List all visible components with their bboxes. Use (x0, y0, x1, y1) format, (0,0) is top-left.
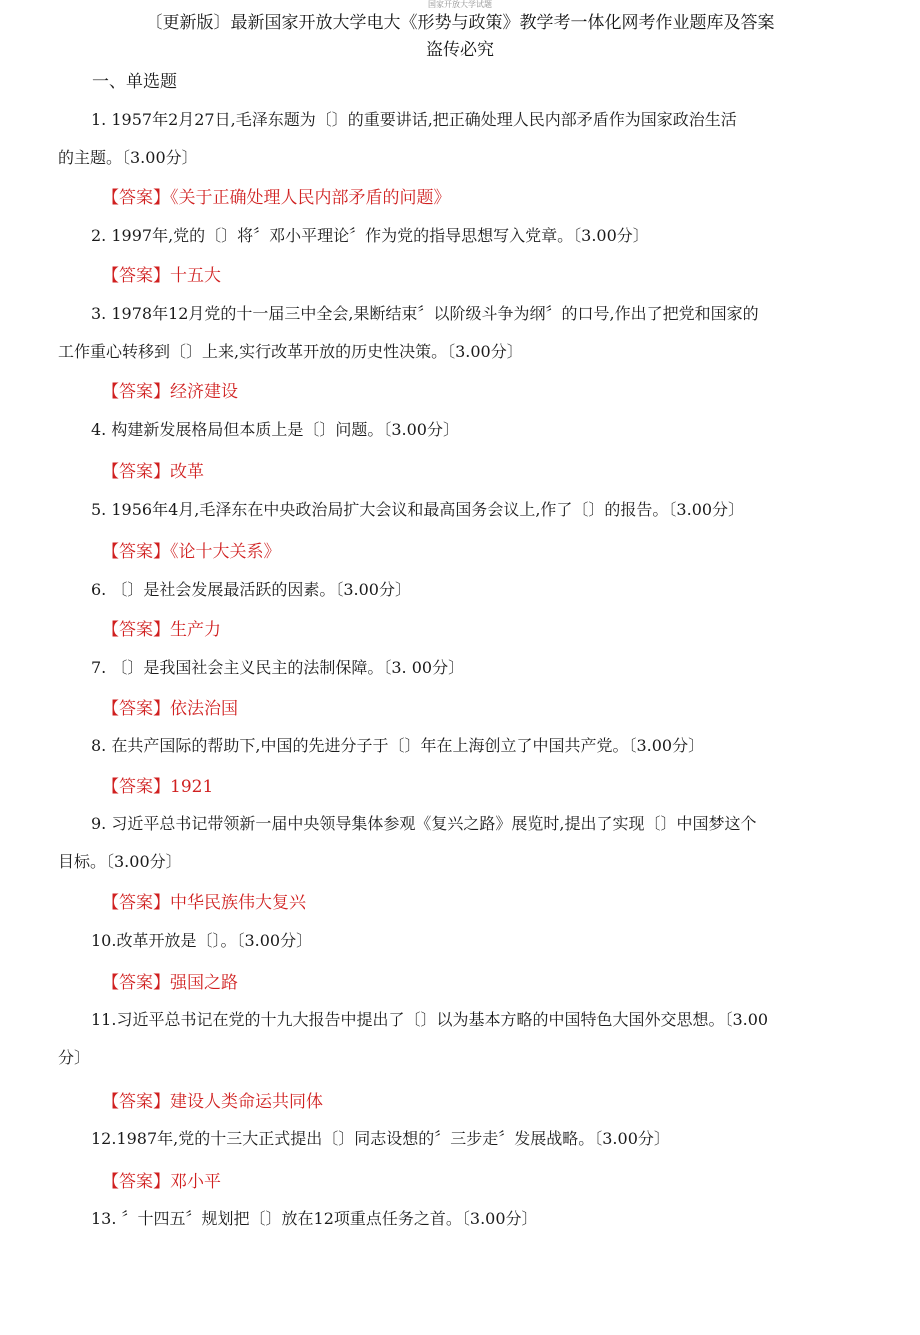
answer-8: 【答案】1921 (102, 777, 214, 797)
answer-2: 【答案】十五大 (102, 266, 221, 286)
question-line: 3. 1978年12月党的十一届三中全会,果断结束〞以阶级斗争为纲〞的口号,作出了把党和国家的 (91, 304, 759, 323)
question-line: 2. 1997年,党的〔〕将〞邓小平理论〞作为党的指导思想写入党章。〔3.00分〕 (91, 226, 649, 245)
answer-11: 【答案】建设人类命运共同体 (102, 1092, 323, 1112)
answer-3: 【答案】经济建设 (102, 382, 238, 402)
question-line: 5. 1956年4月,毛泽东在中央政治局扩大会议和最高国务会议上,作了〔〕的报告。〔3.00分〕 (91, 500, 745, 519)
answer-7: 【答案】依法治国 (102, 699, 238, 719)
question-5 (58, 491, 858, 529)
answer-5: 【答案】《论十大关系》 (102, 542, 281, 562)
question-line: 4. 构建新发展格局但本质上是〔〕问题。〔3.00分〕 (91, 420, 459, 439)
answer-4: 【答案】改革 (102, 462, 204, 482)
document-title: 〔更新版〕最新国家开放大学电大《形势与政策》教学考一体化网考作业题库及答案 (145, 13, 775, 33)
question-line: 13. 〞十四五〞规划把〔〕放在12项重点任务之首。〔3.00分〕 (91, 1209, 538, 1228)
question-10 (58, 922, 858, 960)
question-11 (58, 1001, 858, 1077)
question-line: 7. 〔〕是我国社会主义民主的法制保障。〔3. 00分〕 (91, 658, 465, 677)
question-line: 6. 〔〕是社会发展最活跃的因素。〔3.00分〕 (91, 580, 411, 599)
question-line: 8. 在共产国际的帮助下,中国的先进分子于〔〕年在上海创立了中国共产党。〔3.00分〕 (91, 736, 705, 755)
question-2 (58, 217, 858, 255)
question-9 (58, 805, 858, 881)
question-1 (58, 101, 858, 177)
question-line: 目标。〔3.00分〕 (58, 852, 182, 871)
question-7 (58, 649, 858, 687)
question-8 (58, 727, 858, 765)
question-line: 分〕 (58, 1048, 91, 1067)
header-note: 国家开放大学试题 (428, 0, 492, 9)
answer-6: 【答案】生产力 (102, 620, 221, 640)
question-line: 10.改革开放是〔〕。〔3.00分〕 (91, 931, 313, 950)
answer-1: 【答案】《关于正确处理人民内部矛盾的问题》 (102, 188, 451, 208)
question-line: 的主题。〔3.00分〕 (58, 148, 198, 167)
question-13 (58, 1200, 858, 1238)
question-line: 1. 1957年2月27日,毛泽东题为〔〕的重要讲话,把正确处理人民内部矛盾作为国家政治生活 (91, 110, 737, 129)
answer-10: 【答案】强国之路 (102, 973, 238, 993)
question-line: 12.1987年,党的十三大正式提出〔〕同志设想的〞三步走〞发展战略。〔3.00分〕 (91, 1129, 670, 1148)
question-line: 11.习近平总书记在党的十九大报告中提出了〔〕以为基本方略的中国特色大国外交思想。〔3.00 (91, 1010, 769, 1029)
question-line: 9. 习近平总书记带领新一届中央领导集体参观《复兴之路》展览时,提出了实现〔〕中国梦这个 (91, 814, 757, 833)
question-line: 工作重心转移到〔〕上来,实行改革开放的历史性决策。〔3.00分〕 (58, 342, 523, 361)
question-4 (58, 411, 858, 449)
answer-12: 【答案】邓小平 (102, 1172, 221, 1192)
section-heading: 一、单选题 (92, 72, 177, 92)
document-subtitle: 盗传必究 (426, 40, 494, 60)
answer-9: 【答案】中华民族伟大复兴 (102, 893, 306, 913)
question-12 (58, 1120, 858, 1158)
question-6 (58, 571, 858, 609)
question-3 (58, 295, 858, 371)
